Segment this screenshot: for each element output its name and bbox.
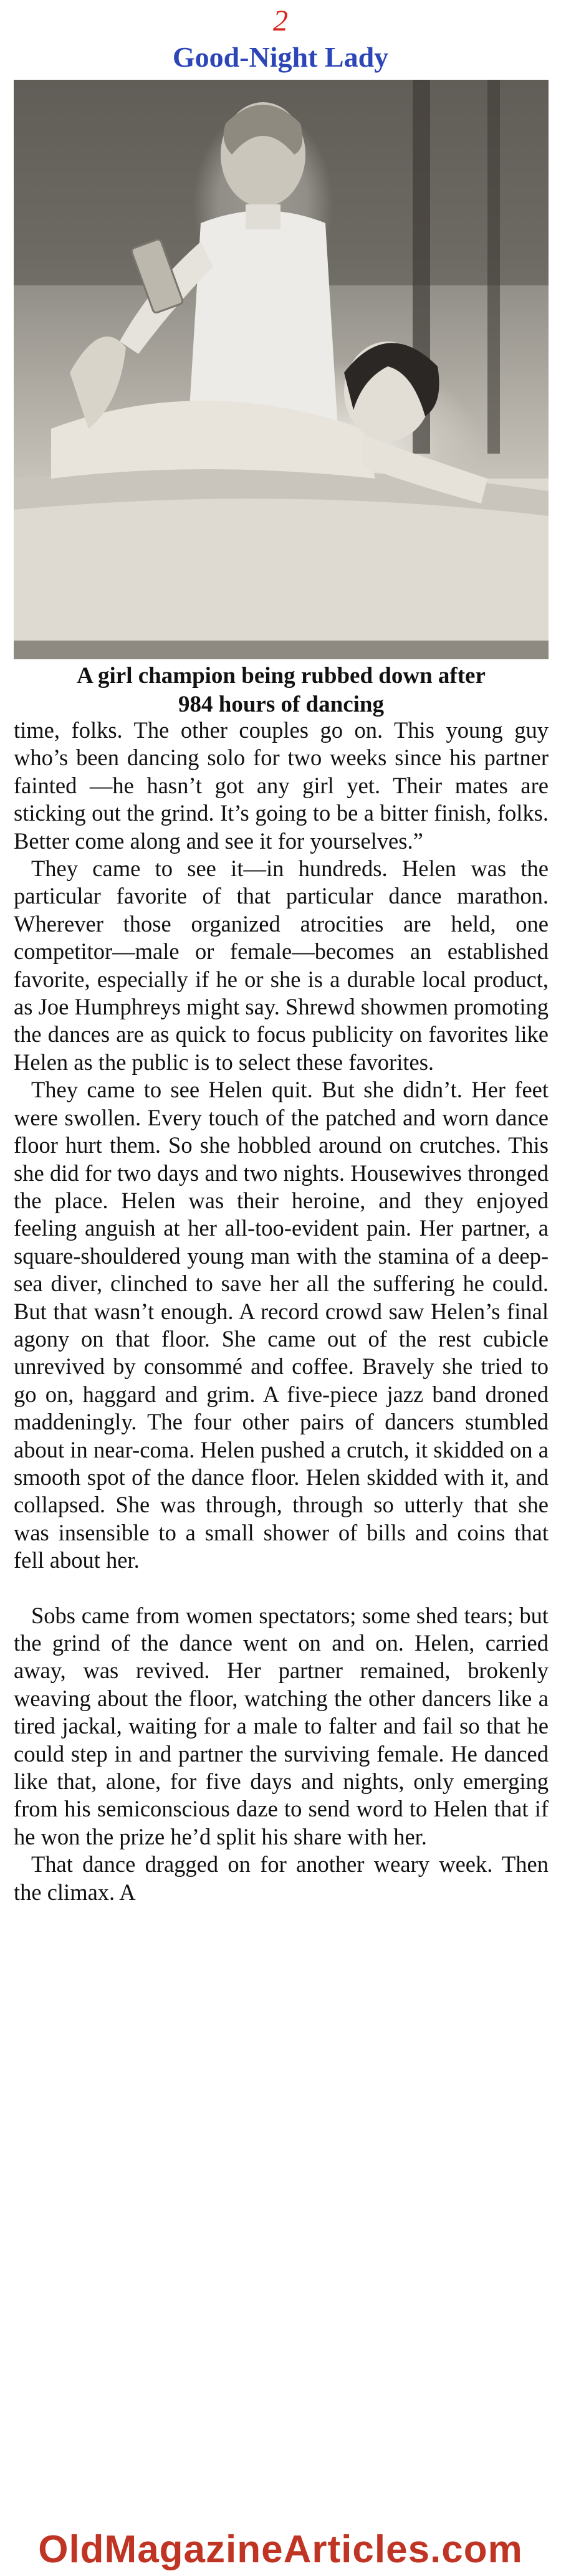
page-title: Good-Night Lady	[172, 41, 389, 73]
article-paragraph: That dance dragged on for another weary week. Then the climax. A	[14, 1851, 549, 1905]
article-paragraph: They came to see it—in hundreds. Helen was the particular favorite of that particular dance marathon. Wherever those organized atrocities are held, one competitor—male or female—becomes an established favorite, especially if he or she is a durable local product, as Joe Humphreys might say. Shrewd showmen promoting the dances are as quick to focus publicity on favorites like Helen as the public is to select these favorites.	[14, 856, 549, 1075]
article-paragraph: Sobs came from women spectators; some shed tears; but the grind of the dance went on and on. Helen, carried away, was revived. Her partner remained, brokenly weaving about the floor, watching the other dancers like a tired jackal, waiting for a male to falter and fail so that he could step in and partner the surviving female. He danced like that, alone, for five days and nights, only emerging from his semiconscious daze to send word to Helen that if he won the prize he’d split his share with her.	[14, 1602, 549, 1849]
caption-line: A girl champion being rubbed down after	[77, 663, 486, 689]
header	[0, 0, 561, 75]
article-paragraph: time, folks. The other couples go on. This young guy who’s been dancing solo for two weeks since his partner fainted —he hasn’t got any girl yet. Their mates are sticking out the grind. It’s going to be a bitter finish, folks. Better come along and see it for yourselves.”	[14, 717, 549, 854]
article-body	[14, 717, 549, 1906]
caption-line: 984 hours of dancing	[178, 692, 384, 717]
article-photo	[14, 80, 549, 659]
page-number: 2	[273, 4, 288, 37]
site-watermark: OldMagazineArticles.com	[38, 2528, 523, 2571]
photo-caption	[14, 662, 549, 719]
photograph-icon	[14, 80, 549, 659]
article-paragraph: They came to see Helen quit. But she didn’t. Her feet were swollen. Every touch of the patched and worn dance floor hurt them. So she hobbled around on crutches. This she did for two days and two nights. Housewives thronged the place. Helen was their heroine, and they enjoyed feeling anguish at her all-too-evident pain. Her partner, a square-shouldered young man with the stamina of a deep-sea diver, clinched to save her all the suffering he could. But that wasn’t enough. A record crowd saw Helen’s final agony on that floor. She came out of the rest cubicle unrevived by consommé and coffee. Bravely she tried to go on, haggard and grim. A five-piece jazz band droned maddeningly. The four other pairs of dancers stumbled about in near-coma. Helen pushed a crutch, it skidded on a smooth spot of the dance floor. Helen skidded with it, and collapsed. She was through, through so utterly that she was insensible to a small shower of bills and coins that fell about her.	[14, 1077, 549, 1573]
